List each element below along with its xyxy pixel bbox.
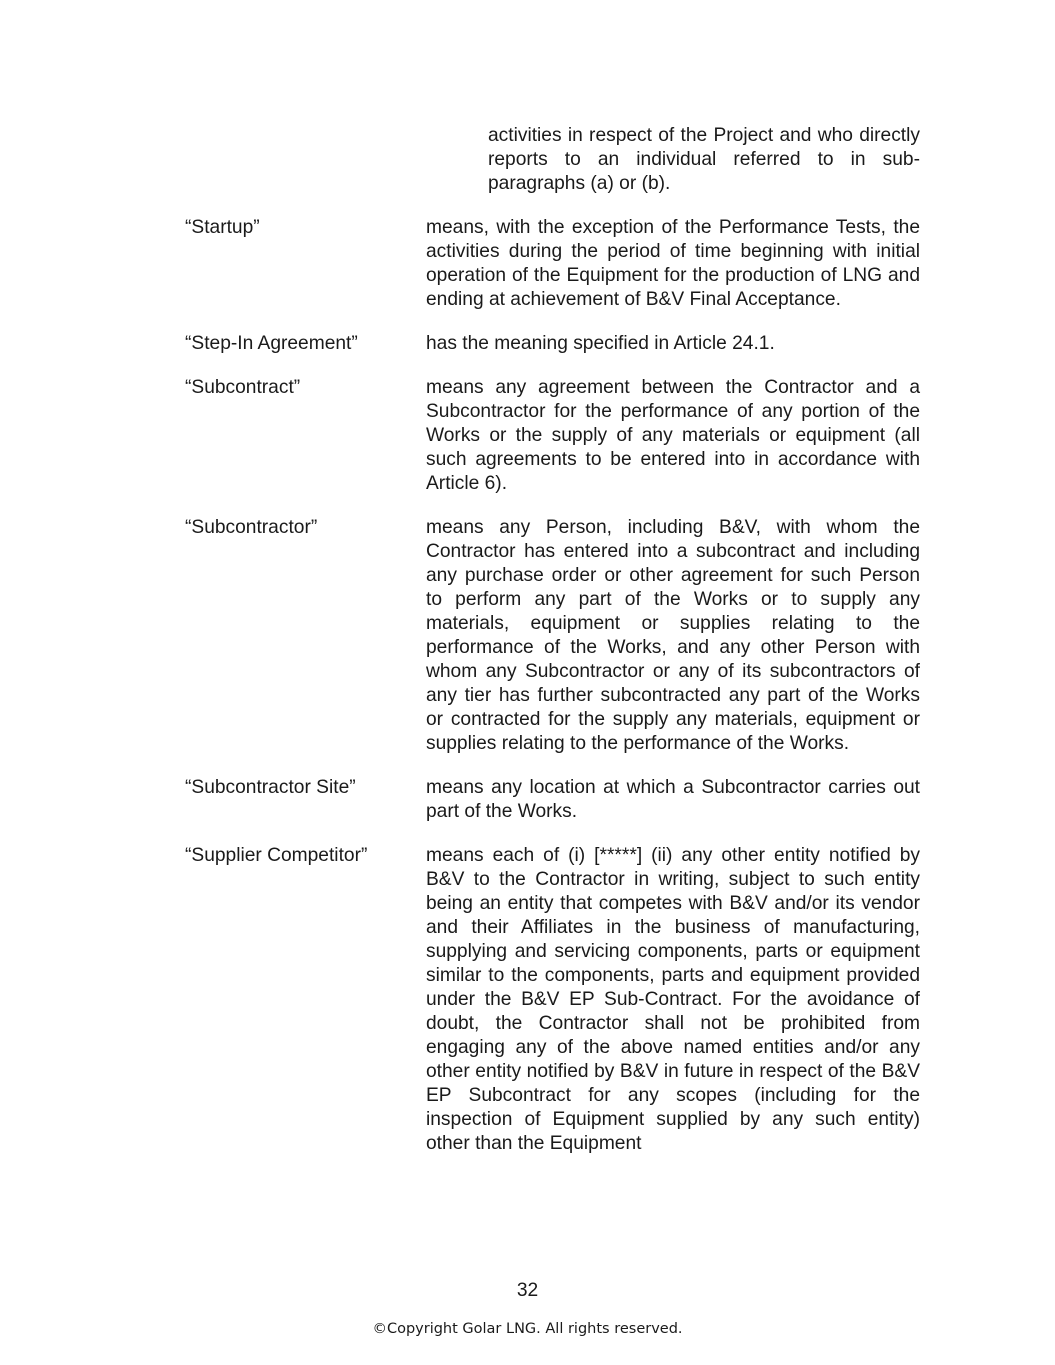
- term-label: “Startup”: [185, 217, 260, 238]
- definitions-list: [185, 216, 920, 1176]
- term-meaning: means any agreement between the Contractor and a Subcontractor for the performance of any portion of the Works or the supply of any materials or equipment (all such agreements to be entered into in accordance with Article 6).: [426, 377, 920, 494]
- term-meaning: means, with the exception of the Performance Tests, the activities during the period of time beginning with initial operation of the Equipment for the production of LNG and ending at achievement of B&V Final Acceptance.: [426, 217, 920, 310]
- term-label: “Step-In Agreement”: [185, 333, 358, 354]
- definition-subcontractor: [185, 516, 920, 756]
- definition-supplier-competitor: [185, 844, 920, 1156]
- continuation-paragraph: activities in respect of the Project and who directly reports to an individual referred to in sub-paragraphs (a) or (b).: [488, 125, 920, 194]
- term-label: “Subcontractor”: [185, 517, 318, 538]
- term-meaning: means any Person, including B&V, with whom the Contractor has entered into a subcontract and including any purchase order or other agreement for such Person to perform any part of the Works or to supply any materials, equipment or supplies relating to the performance of the Works, and any other Person with whom any Subcontractor or any of its subcontractors of any tier has further subcontracted any part of the Works or contracted for the supply any materials, equipment or supplies relating to the performance of the Works.: [426, 517, 920, 754]
- term-meaning: has the meaning specified in Article 24.1.: [426, 333, 775, 354]
- term-label: “Subcontractor Site”: [185, 777, 356, 798]
- definition-startup: [185, 216, 920, 312]
- copyright-footer: ©Copyright Golar LNG. All rights reserved.: [372, 1321, 683, 1337]
- definition-subcontract: [185, 376, 920, 496]
- term-label: “Supplier Competitor”: [185, 845, 368, 866]
- term-meaning: means each of (i) [*****] (ii) any other entity notified by B&V to the Contractor in writing, subject to such entity being an entity that competes with B&V and/or its vendor and their Affiliates in the business of manufacturing, supplying and servicing components, parts or equipment similar to the components, parts and equipment provided under the B&V EP Sub-Contract. For the avoidance of doubt, the Contractor shall not be prohibited from engaging any of the above named entities and/or any other entity notified by B&V in future in respect of the B&V EP Subcontract for any scopes (including for the inspection of Equipment supplied by any such entity) other than the Equipment: [426, 845, 920, 1154]
- definition-step-in-agreement: [185, 332, 920, 356]
- term-meaning: means any location at which a Subcontractor carries out part of the Works.: [426, 777, 920, 822]
- term-label: “Subcontract”: [185, 377, 301, 398]
- definition-subcontractor-site: [185, 776, 920, 824]
- page-number: 32: [516, 1280, 539, 1301]
